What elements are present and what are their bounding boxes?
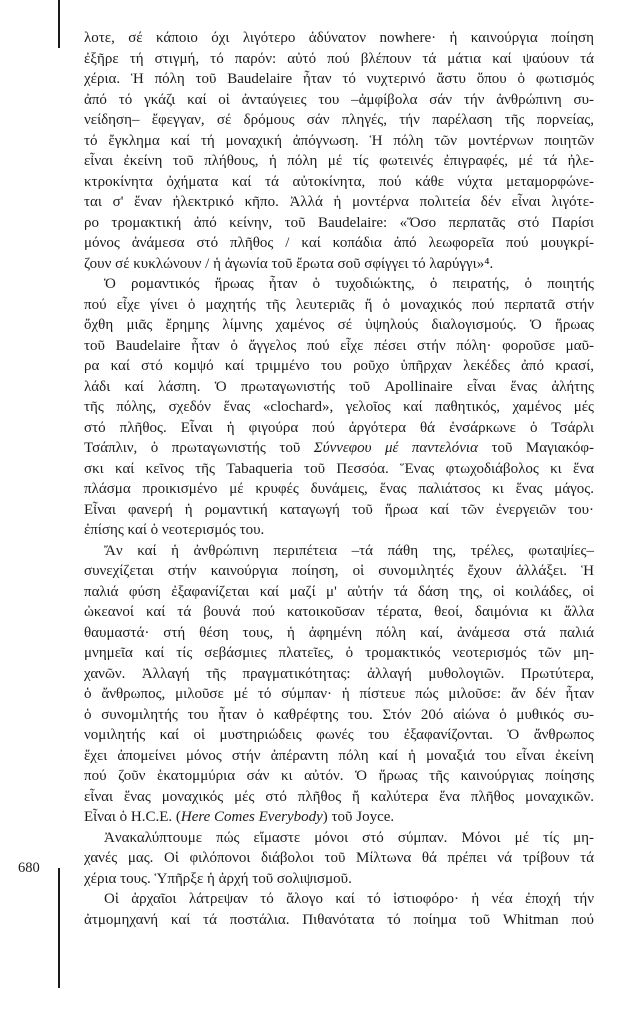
text-line: θαυμαστά· στή θέση τους, ἡ ἀφημένη πόλη καί, ἀνάμεσα στά παλιά <box>84 624 594 641</box>
text-line: Ὁ ρομαντικός ἥρωας ἦταν ὁ τυχοδιώκτης, ὁ πειρατής, ὁ ποιητής <box>104 276 594 292</box>
text-line: πού εἶχε γίνει ὁ μαχητής τῆς λευτεριᾶς ἤ ὁ μοναχικός πού περπατᾶ στήν <box>84 296 594 313</box>
text-line: κτροκίνητα ὀχήματα καί τά αὐτοκίνητα, πού κάθε νύχτα μεταμορφώνε- <box>84 173 594 190</box>
text-line: ὠκεανοί καί τά βουνά πού κατοικοῦσαν τέρατα, θεοί, δαιμόνια κι ἄλλα <box>84 604 594 620</box>
text-line: ἐξῆρε τή στιγμή, τό παρόν: αὐτό πού βλέπουν τά μάτια καί ψαύουν τά <box>84 50 594 67</box>
text-line: χανῶν. Ἀλλαγή τῆς πραγματικότητας: ἀλλαγή μυθολογιῶν. Πρωτύτερα, <box>84 665 594 682</box>
text-line: Ἄν καί ἡ ἀνθρώπινη περιπέτεια –τά πάθη της, τρέλες, φωταψίες– <box>104 542 594 559</box>
text-line: εἶναι ἐκείνη τοῦ πλήθους, ἡ πόλη μέ τίς φωτεινές ἐπιγραφές, μέ τά ἠλε- <box>84 153 594 169</box>
text-line: ἀτμομηχανή καί τά ποστάλια. Πιθανότατα τό ποίημα τοῦ Whitman πού <box>84 911 594 928</box>
text-line: ὁ ἄνθρωπος, μιλοῦσε μέ τό σύμπαν· ἡ πίστευε πώς μιλοῦσε: ἄν δέν ἦταν <box>84 686 594 702</box>
text-line: Ἀνακαλύπτουμε πώς εἴμαστε μόνοι στό σύμπαν. Μόνοι μέ τίς μη- <box>104 829 594 846</box>
text-line: Εἶναι φανερή ἡ ρομαντική καταγωγή τοῦ ἥρωα καί τῶν ἐνεργειῶν του· <box>84 501 594 518</box>
text-line: τό ἔγκλημα καί τή μοναχική ἀπόγνωση. Ἡ πόλη τῶν μοντέρνων ποιητῶν <box>84 132 594 149</box>
text-line: ἔχει ἀπομείνει μόνος στήν ἀπέραντη πόλη καί ἡ μοναξιά του εἶναι ἐκείνη <box>84 747 594 764</box>
text-line: ἀπό τό γκάζι καί οἱ ἀνταύγειες του –ἀμφίβολα σάν τήν ἀνθρώπινη συ- <box>84 91 594 108</box>
text-line: μόνος ἀνάμεσα στό πλῆθος / καί κοπάδια ἀπό λεωφορεῖα πού μουγκρί- <box>84 235 594 251</box>
text-line: τῆς πόλης, σχεδόν ἕνας «clochard», γελοῖος καί παθητικός, χαμένος μές <box>84 399 594 415</box>
text-line: λάδι καί λάσπη. Ὁ πρωταγωνιστής τοῦ Apollinaire εἶναι ἕνας ἀλήτης <box>84 378 594 395</box>
text-line: Τσάπλιν, ὁ πρωταγωνιστής τοῦ Σύννεφου μέ παντελόνια τοῦ Μαγιακόφ- <box>84 440 595 456</box>
text-line: εἶναι ἕνας μοναχικός μές στό πλῆθος ἤ καλύτερα ἕνα πλῆθος μοναχικῶν. <box>84 788 594 805</box>
text-line: στό πλῆθος. Εἶναι ἡ φιγούρα πού ἀργότερα θά ἐνσάρκωνε ὁ Τσάρλι <box>84 419 594 436</box>
text-line: ρο τρομακτική ἀπό κείνην, τοῦ Baudelaire: «Ὅσο περπατᾶς στό Παρίσι <box>84 214 594 231</box>
text-line: τοῦ Baudelaire ἦταν ὁ ἄγγελος πού εἶχε πέσει στήν πόλη· φοροῦσε μαῦ- <box>84 337 594 354</box>
text-line: χέρια. Ἡ πόλη τοῦ Baudelaire ἦταν τό νυχτερινό ἄστυ ὅπου ὁ φωτισμός <box>84 71 594 87</box>
text-line: παλιά φύση ἐξαφανίζεται καί μαζί μ' αὐτήν τά δάση της, οἱ κοιλάδες, οἱ <box>84 583 594 600</box>
text-line: μνημεῖα καί τίς σεβάσμιες πλατεῖες, ὁ τρομακτικός νεοτερισμός τῶν μη- <box>84 645 594 661</box>
text-line: ὄχθη μιᾶς ἔρημης λίμνης χαμένος σέ ὑψηλούς διαλογισμούς. Ὁ ἥρωας <box>84 317 594 333</box>
body-text <box>84 28 594 930</box>
text-line: ζουν σέ κυκλώνουν / ἡ ἀγωνία τοῦ ἔρωτα σοῦ σφίγγει τό λαρύγγι»⁴. <box>84 255 494 272</box>
text-line: χέρια τους. Ὑπῆρξε ἡ ἀρχή τοῦ σολιψισμοῦ. <box>84 870 352 887</box>
italic-title: Here Comes Everybody <box>180 809 323 825</box>
text-line: νομιλητής καί οἱ μυστηριώδεις φωνές του ἐξαφανίζονται. Ὁ ἄνθρωπος <box>84 727 594 743</box>
text-line: ἐπίσης καί ὁ νεοτερισμός του. <box>84 522 265 538</box>
text-line: Οἱ ἀρχαῖοι λάτρεψαν τό ἄλογο καί τό ἱστιοφόρο· ἡ νέα ἐποχή τήν <box>104 891 594 907</box>
text-line: σκι καί κεῖνος τῆς Tabaqueria τοῦ Πεσσόα. Ἕνας φτωχοδιάβολος κι ἕνα <box>84 460 594 477</box>
text-line: χανές μας. Οἱ φιλόπονοι διάβολοι τοῦ Μίλτωνα θά πρέπει νά τρίβουν τά <box>84 850 594 866</box>
margin-rule-bottom <box>58 868 60 988</box>
text-line: συνεχίζεται στήν καινούργια ποίηση, οἱ συνομιλητές ἔχουν ἀλλάξει. Ἡ <box>84 563 594 579</box>
page-number: 680 <box>18 860 40 876</box>
text-line: ται σ' ἕναν ἠλεκτρικό κῆπο. Ἀλλά ἡ μοντέρνα πολιτεία δέν εἶναι λιγότε- <box>84 194 594 210</box>
text-line: Εἶναι ὁ H.C.E. (Here Comes Everybody) τοῦ Joyce. <box>84 809 395 825</box>
text-line: λοτε, σέ κάποιο όχι λιγότερο ἀδύνατον nowhere· ἡ καινούργια ποίηση <box>84 30 594 46</box>
text-line: ὁ συνομιλητής του ἦταν ὁ καθρέφτης του. Στόν 20ό αἰώνα ὁ μυθικός συ- <box>84 706 594 723</box>
italic-title: Σύννεφου μέ παντελόνια <box>313 440 478 456</box>
text-line: πού ζοῦν ἑκατομμύρια σάν κι αὐτόν. Ὁ ἥρωας τῆς καινούργιας ποίησης <box>84 768 594 784</box>
text-line: νείδηση– ἔφεγγαν, σέ δρόμους σάν πληγές, τήν παρέλαση τῆς πορνείας, <box>84 112 594 128</box>
margin-rule-top <box>58 0 60 48</box>
text-line: ρα καί στό κομψό καί τριμμένο του ροῦχο ὑπῆρχαν λεκέδες ἀπό κρασί, <box>84 358 594 374</box>
text-line: πλάσμα προικισμένο μέ κρυφές δυνάμεις, ἕνας παλιάτσος κι ἕνας μάγος. <box>84 481 594 497</box>
